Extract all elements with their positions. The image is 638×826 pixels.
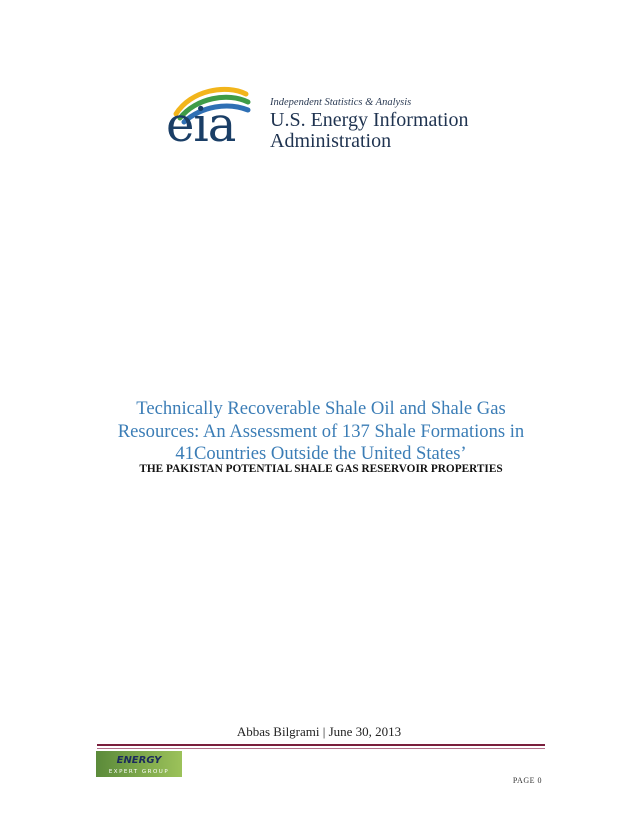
- energy-expert-group-logo: [96, 751, 182, 777]
- author-date: Abbas Bilgrami | June 30, 2013: [236, 724, 402, 739]
- agency-name-line2: Administration: [270, 130, 392, 152]
- title-line-2: Resources: An Assessment of 137 Shale Formations in: [117, 420, 525, 442]
- agency-name-line1: U.S. Energy Information: [270, 109, 469, 131]
- footer-rule: [97, 744, 545, 746]
- title-line-1: Technically Recoverable Shale Oil and Shale Gas: [136, 398, 506, 419]
- badge-title: ENERGY: [116, 755, 162, 766]
- eia-tagline: Independent Statistics & Analysis: [270, 97, 412, 108]
- document-title: [110, 398, 532, 466]
- footer-rule-thin: [97, 748, 545, 749]
- document-subtitle: THE PAKISTAN POTENTIAL SHALE GAS RESERVOIR PROPERTIES: [139, 463, 503, 475]
- title-line-3: 41Countries Outside the United States’: [175, 443, 467, 464]
- badge-subtitle: EXPERT GROUP: [108, 769, 170, 775]
- page-number: PAGE 0: [512, 776, 542, 785]
- eia-wordmark: eia: [166, 97, 236, 153]
